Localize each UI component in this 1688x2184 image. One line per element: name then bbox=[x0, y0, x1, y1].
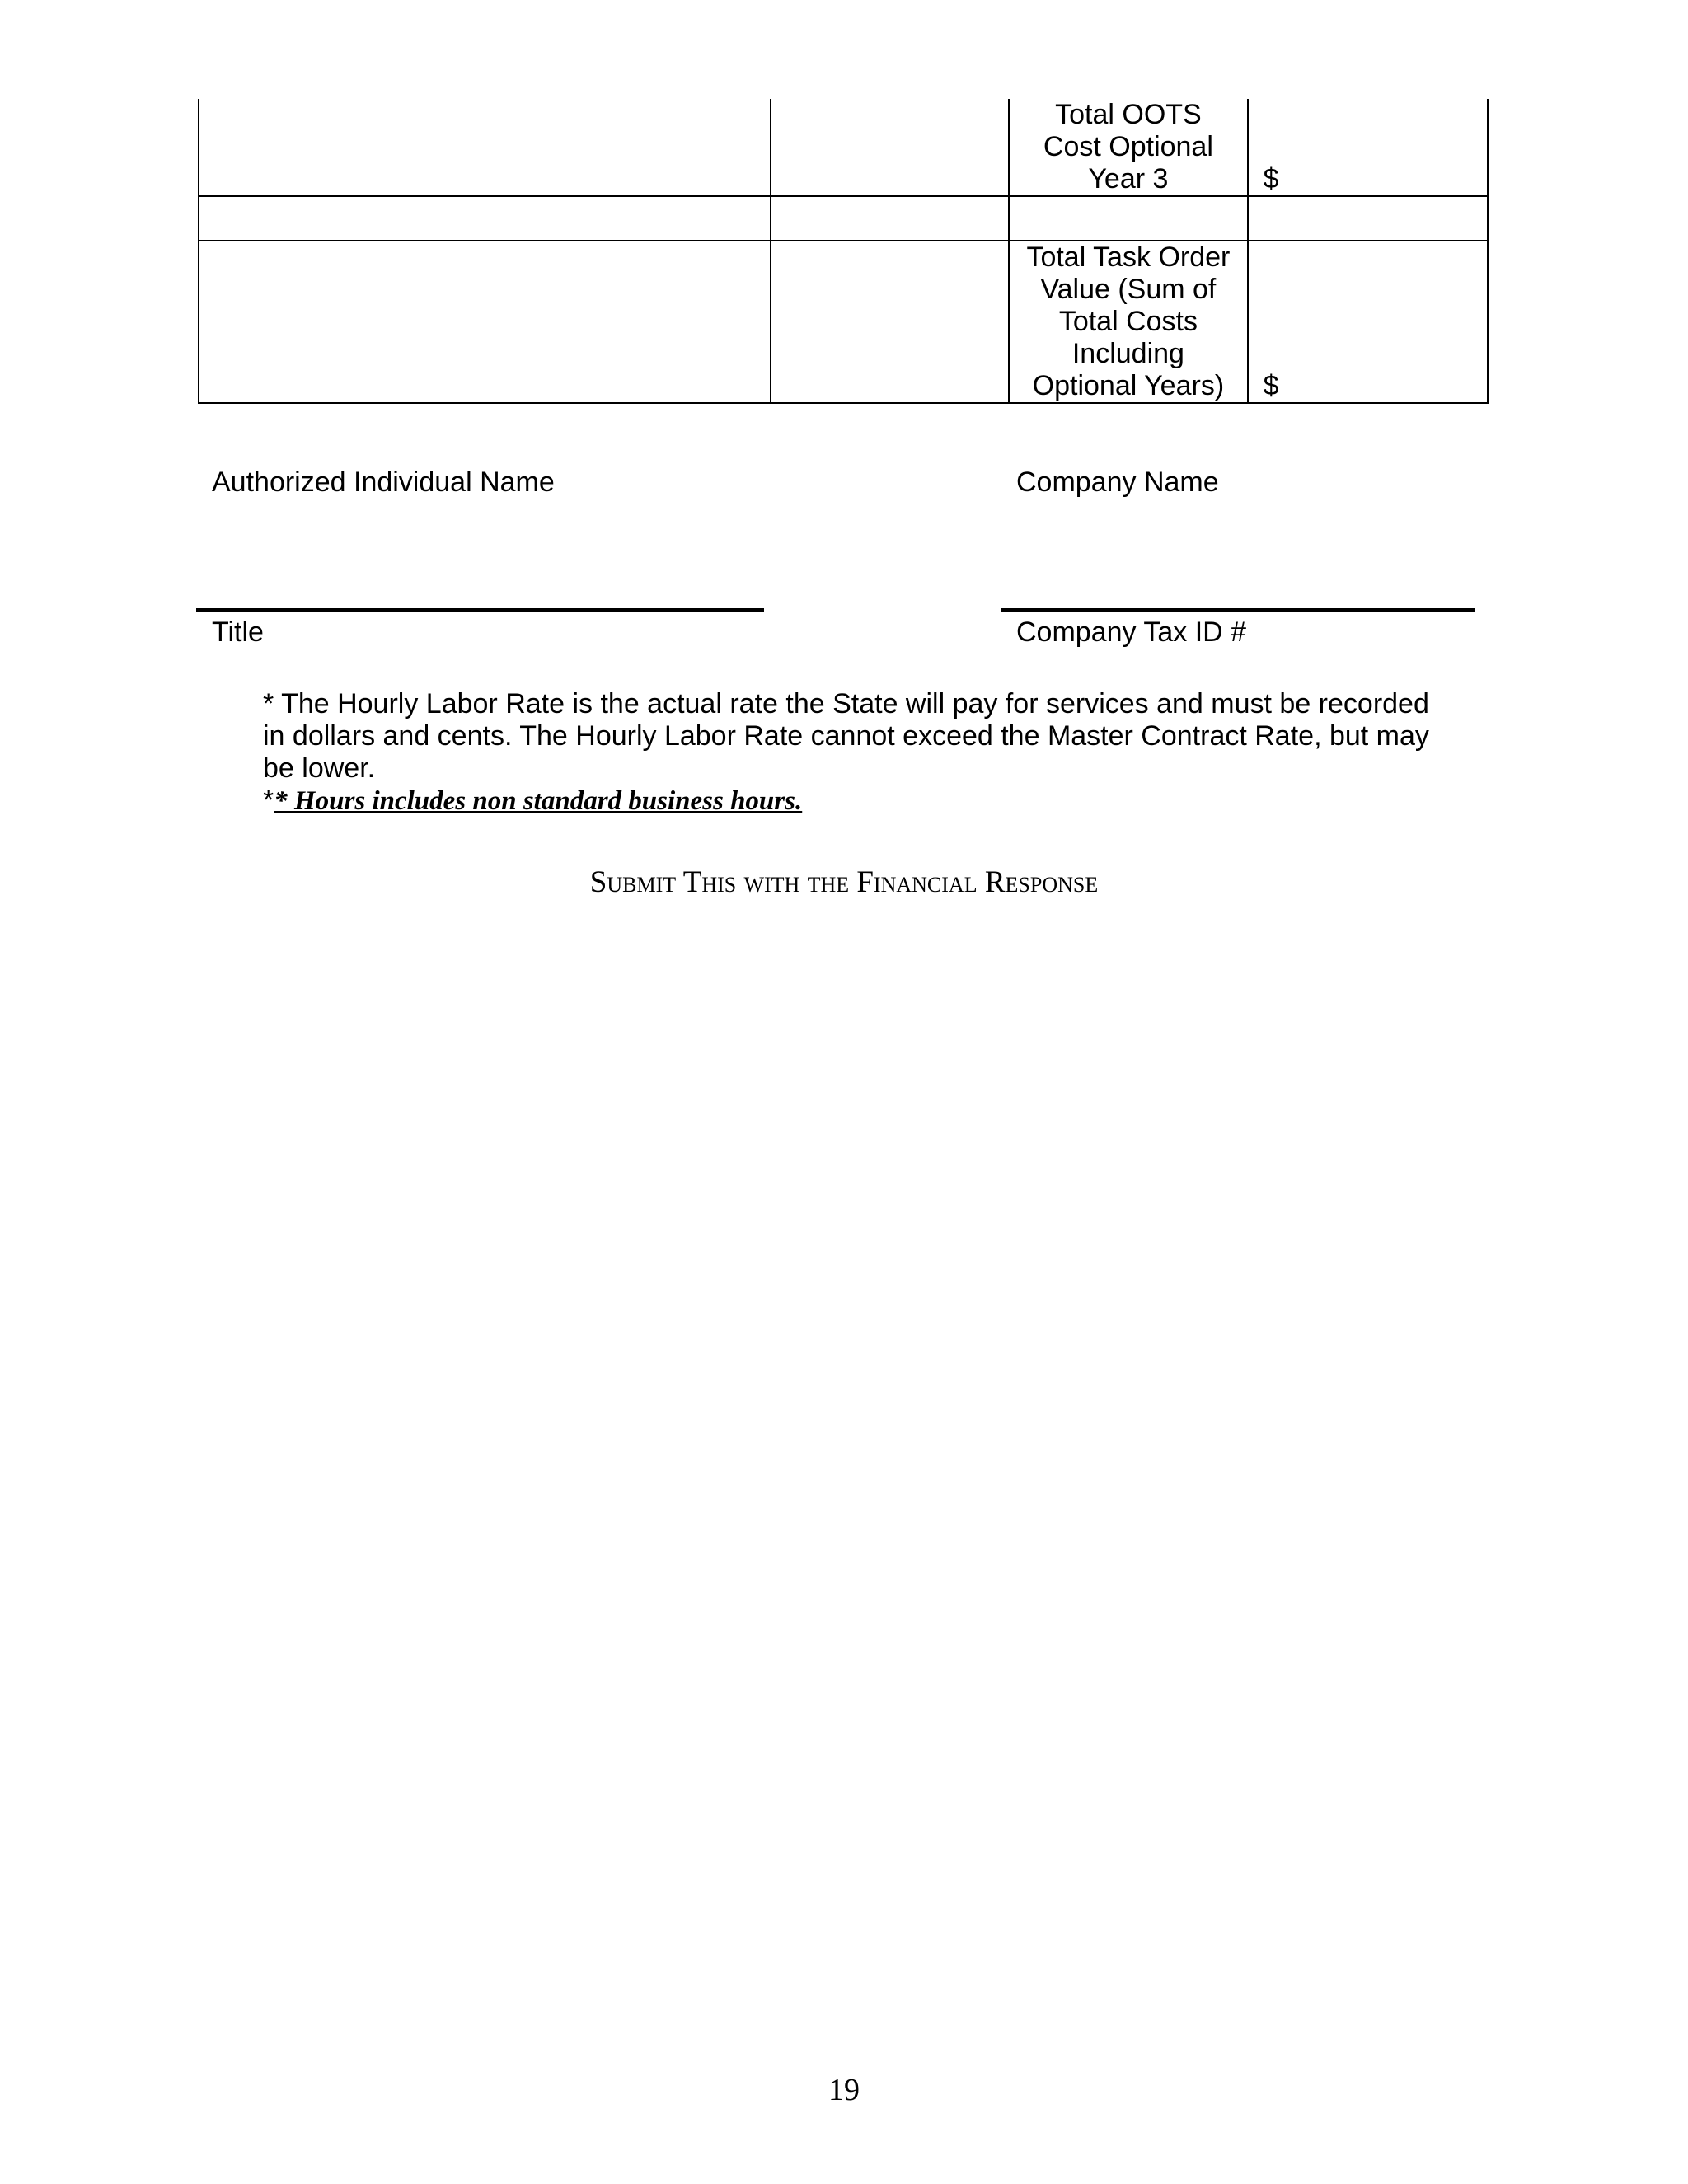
title-label: Title bbox=[212, 616, 264, 648]
table-row-oots-year-3 bbox=[199, 99, 1488, 196]
table-row-total-task-order bbox=[199, 241, 1488, 403]
non-standard-hours-note: * Hours includes non standard business hours. bbox=[274, 786, 803, 816]
company-name-signature-line[interactable] bbox=[1001, 608, 1475, 612]
dollar-sign: $ bbox=[1263, 163, 1279, 194]
amount-cell[interactable] bbox=[1248, 241, 1488, 403]
total-oots-cost-label: Total OOTS Cost Optional Year 3 bbox=[1043, 99, 1213, 194]
cost-summary-table bbox=[198, 99, 1489, 404]
amount-cell[interactable] bbox=[1248, 99, 1488, 196]
company-tax-id-label: Company Tax ID # bbox=[1016, 616, 1247, 648]
authorized-individual-name-label: Authorized Individual Name bbox=[212, 466, 555, 498]
submit-instruction-heading: Submit This with the Financial Response bbox=[589, 865, 1099, 899]
row-label-cell bbox=[1009, 241, 1247, 403]
footnotes bbox=[263, 688, 1458, 818]
empty-cell bbox=[771, 241, 1009, 403]
amount-cell[interactable] bbox=[1248, 196, 1488, 241]
dollar-sign: $ bbox=[1263, 370, 1279, 401]
total-task-order-value-label: Total Task Order Value (Sum of Total Costs Including Optional Years) bbox=[1026, 241, 1231, 401]
empty-cell bbox=[771, 196, 1009, 241]
company-name-label: Company Name bbox=[1016, 466, 1219, 498]
note-asterisk: * bbox=[263, 785, 274, 816]
hourly-labor-rate-note: * The Hourly Labor Rate is the actual rate the State will pay for services and must be recorded in dollars and cents. The Hourly Labor Rate cannot exceed the Master Contract Rate, but may be lower. bbox=[263, 688, 1429, 784]
authorized-name-signature-line[interactable] bbox=[196, 608, 764, 612]
page-number: 19 bbox=[828, 2073, 860, 2107]
empty-cell bbox=[199, 99, 771, 196]
table-row-blank bbox=[199, 196, 1488, 241]
empty-cell bbox=[199, 241, 771, 403]
empty-cell bbox=[771, 99, 1009, 196]
empty-cell bbox=[199, 196, 771, 241]
row-label-cell bbox=[1009, 99, 1247, 196]
hours-note bbox=[263, 785, 1458, 818]
row-label-cell bbox=[1009, 196, 1247, 241]
